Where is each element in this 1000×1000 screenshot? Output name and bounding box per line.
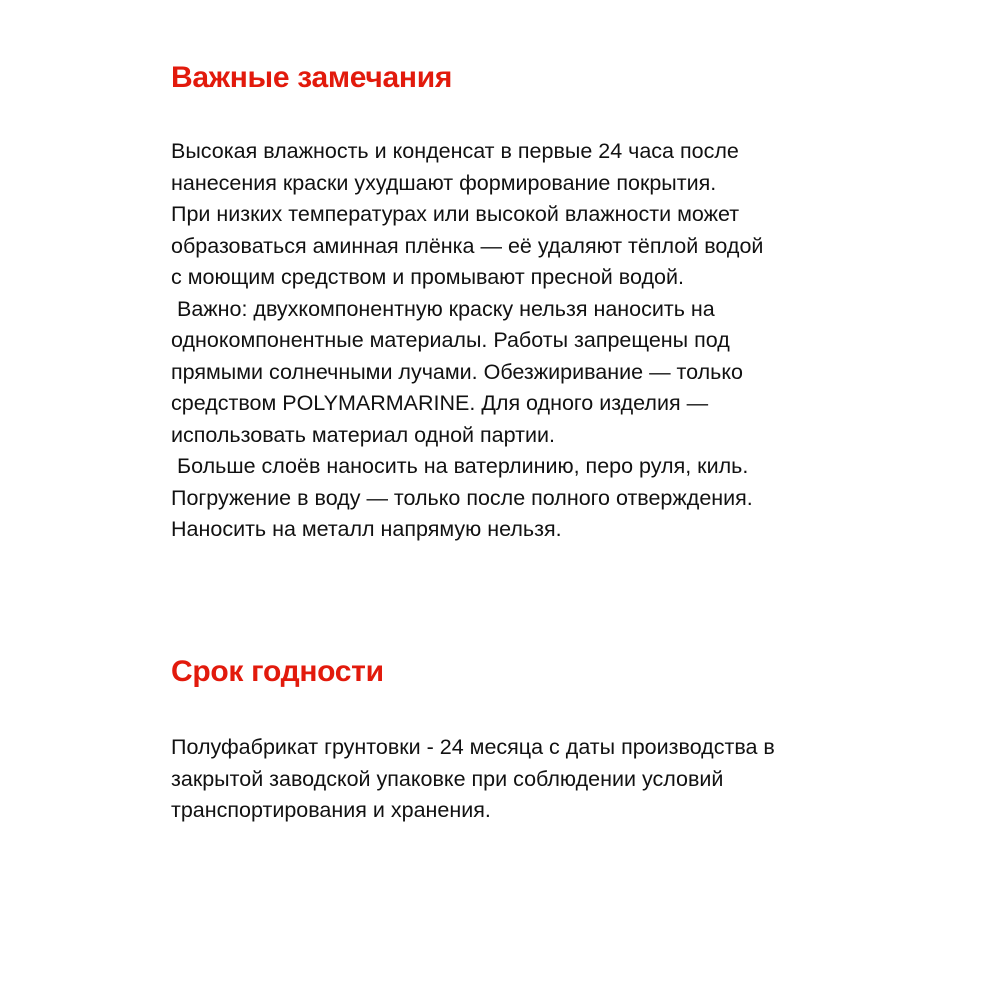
text-line: с моющим средством и промывают пресной водой. [171,265,684,289]
text-line: При низких температурах или высокой влажности может [171,202,740,226]
text-line: Больше слоёв наносить на ватерлинию, перо руля, киль. [171,454,749,478]
text-line: транспортирования и хранения. [171,798,491,822]
text-line: нанесения краски ухудшают формирование покрытия. [171,170,717,195]
text-line: Важно: двухкомпонентную краску нельзя наносить на [171,296,715,321]
text-line: Полуфабрикат грунтовки - 24 месяца с даты производства в [171,735,775,759]
text-line: прямыми солнечными лучами. Обезжиривание — только [171,359,743,384]
text-line: средством POLYMARMARINE. Для одного изделия — [171,391,709,415]
text-line: Погружение в воду — только после полного отверждения. [171,485,753,510]
shelf-life-heading: Срок годности [171,655,384,688]
text-line: закрытой заводской упаковке при соблюдении условий [171,766,724,791]
text-line: Высокая влажность и конденсат в первые 24 часа после [171,139,739,163]
important-notes-text [171,136,971,546]
text-line: использовать материал одной партии. [171,422,555,447]
text-line: однокомпонентные материалы. Работы запрещены под [171,328,730,352]
shelf-life-section [171,652,971,827]
text-line: образоваться аминная плёнка — её удаляют тёплой водой [171,233,764,258]
important-notes-section [171,58,971,546]
shelf-life-text [171,732,971,827]
text-line: Наносить на металл напрямую нельзя. [171,517,562,541]
important-notes-heading: Важные замечания [171,61,453,94]
